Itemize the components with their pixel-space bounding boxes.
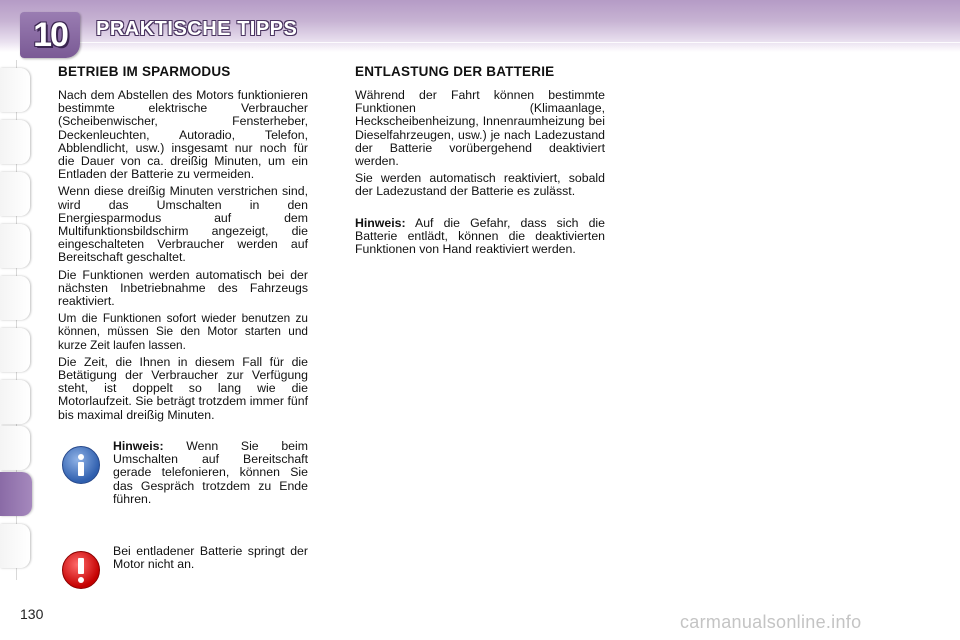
note-label: Hinweis: — [355, 215, 406, 230]
side-tab-8[interactable] — [0, 426, 30, 470]
watermark: carmanualsonline.info — [680, 612, 862, 632]
page-number: 130 — [20, 606, 44, 622]
section-heading-sparmodus: BETRIEB IM SPARMODUS — [58, 64, 231, 79]
paragraph: Die Zeit, die Ihnen in diesem Fall für die Betätigung der Verbraucher zur Verfügung steht, ist doppelt so lang wie die Motorlaufzeit. Sie beträgt trotzdem immer fünf bis maximal dreißig Minuten. — [58, 354, 308, 422]
warning-text: Bei entladener Batterie springt der Motor nicht an. — [113, 544, 308, 572]
chapter-side-tabs — [0, 60, 34, 580]
chapter-number: 10 — [33, 16, 67, 54]
paragraph: Sie werden automatisch reaktiviert, sobald der Ladezustand der Batterie es zulässt. — [355, 171, 605, 199]
warning-icon — [62, 551, 100, 589]
note-label: Hinweis: — [113, 439, 164, 453]
side-tab-1[interactable] — [0, 68, 30, 112]
paragraph: Wenn diese dreißig Minuten verstrichen sind, wird das Umschalten in den Energiesparmodus auf dem Multifunktionsbildschirm angezeigt, die eingeschalteten Verbraucher werden auf Bereitschaft geschaltet. — [58, 184, 308, 265]
side-tab-7[interactable] — [0, 380, 30, 424]
paragraph: Nach dem Abstellen des Motors funktionieren bestimmte elektrische Verbraucher (Scheibenwischer, Fensterheber, Deckenleuchten, Autoradio, Telefon, Abblendlicht, usw.) insgesamt nur noch für die Dauer von ca. dreißig Minuten, um ein Entladen der Batterie zu vermeiden. — [58, 88, 308, 182]
note-text: Wenn Sie beim Umschalten auf Bereitschaft gerade telefonieren, können Sie das Gespräch trotzdem zu Ende führen. — [113, 439, 308, 506]
side-tab-4[interactable] — [0, 224, 30, 268]
side-tab-3[interactable] — [0, 172, 30, 216]
side-tab-2[interactable] — [0, 120, 30, 164]
side-tab-active[interactable] — [0, 472, 32, 516]
header-divider — [80, 42, 960, 43]
paragraph: Während der Fahrt können bestimmte Funktionen (Klimaanlage, Heckscheibenheizung, Innenraumheizung bei Dieselfahrzeugen, usw.) je nach Ladezustand der Batterie vorübergehend deaktiviert werden. — [355, 88, 605, 169]
right-column — [355, 64, 605, 260]
info-icon — [62, 446, 100, 484]
warning-note — [113, 545, 308, 575]
info-note — [113, 440, 308, 510]
page-title: PRAKTISCHE TIPPS — [96, 18, 298, 40]
paragraph: Die Funktionen werden automatisch bei der nächsten Inbetriebnahme des Fahrzeugs reaktiviert. — [58, 267, 308, 309]
left-column — [58, 64, 308, 426]
note-text: Auf die Gefahr, dass sich die Batterie entlädt, können die deaktivierten Funktionen von Hand reaktiviert werden. — [355, 215, 605, 257]
side-tab-10[interactable] — [0, 524, 30, 568]
battery-note — [355, 217, 605, 257]
side-tab-5[interactable] — [0, 276, 30, 320]
paragraph: Um die Funktionen sofort wieder benutzen zu können, müssen Sie den Motor starten und kurze Zeit laufen lassen. — [58, 311, 308, 352]
section-heading-batterie: ENTLASTUNG DER BATTERIE — [355, 64, 555, 79]
side-tab-6[interactable] — [0, 328, 30, 372]
